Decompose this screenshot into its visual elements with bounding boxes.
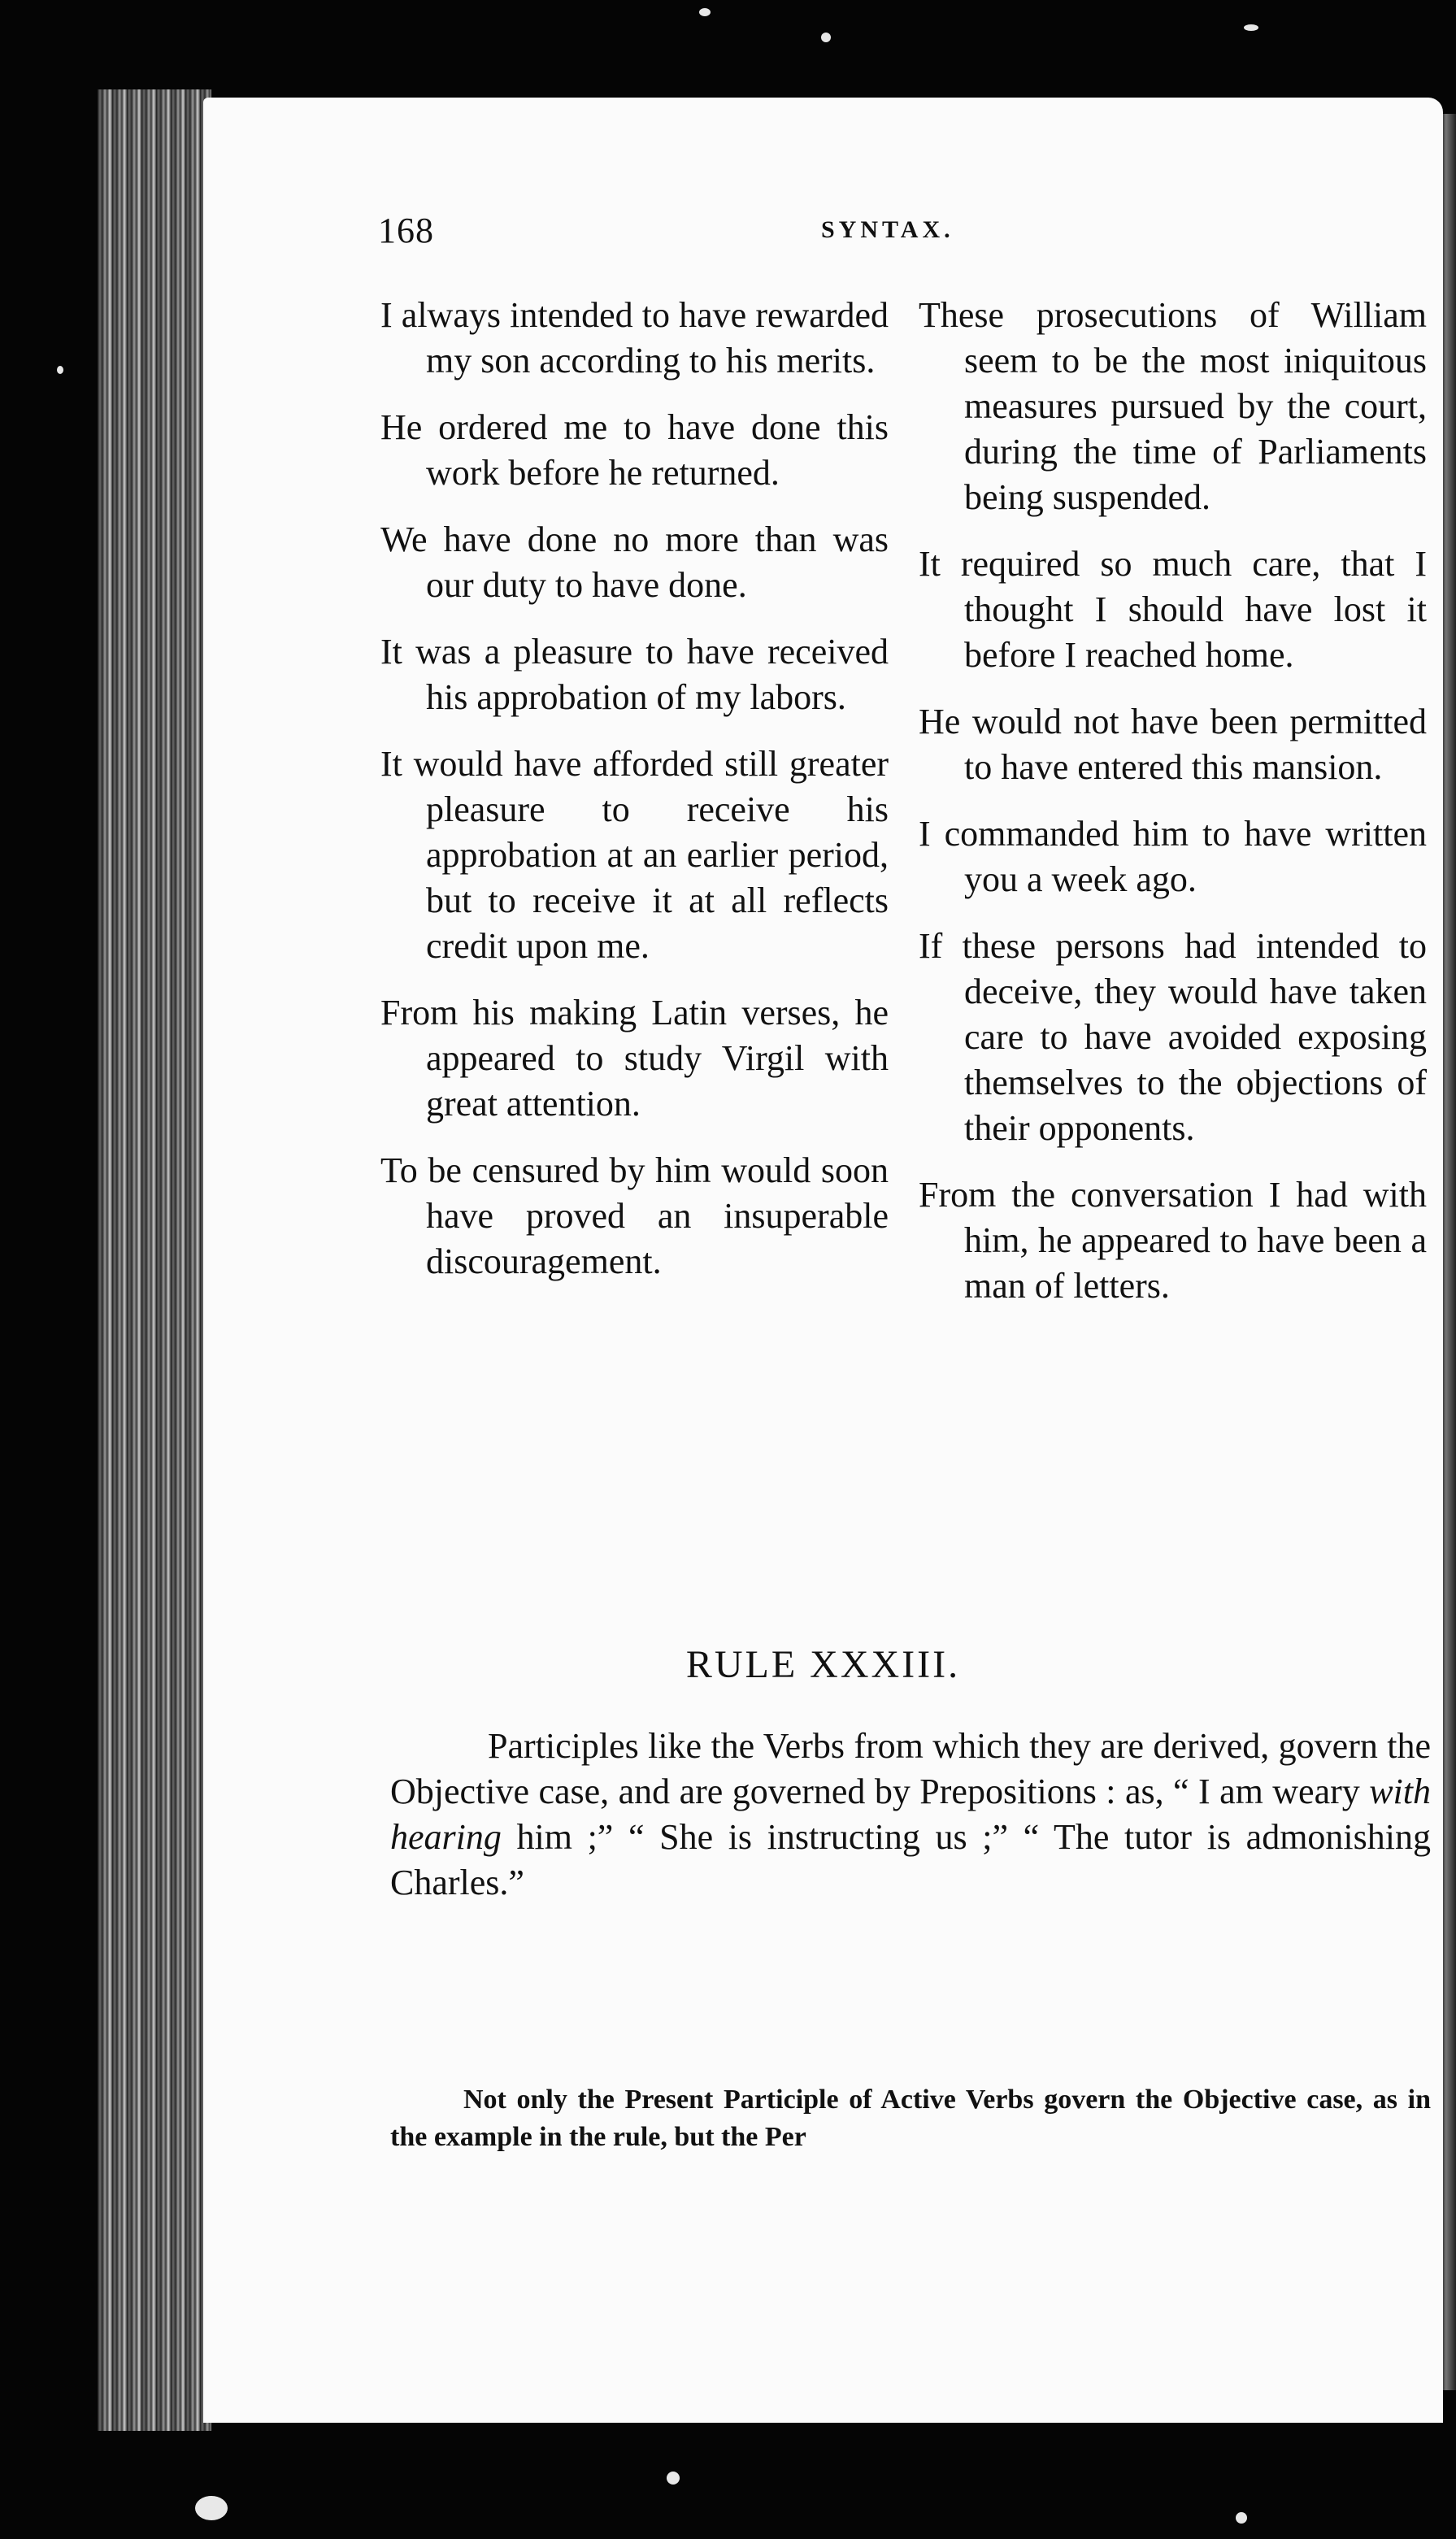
example-sentence: He ordered me to have done this work before he returned.	[380, 407, 889, 493]
example-sentence: I commanded him to have written you a week ago.	[919, 814, 1427, 899]
example-sentence: We have done no more than was our duty to have done.	[380, 520, 889, 605]
right-column	[919, 293, 1427, 1330]
page-header	[203, 210, 1443, 259]
rule-text-italic: with hearing	[390, 1772, 1431, 1857]
example-sentence: It was a pleasure to have received his approbation of my labors.	[380, 632, 889, 717]
background-speck	[57, 366, 63, 374]
example-sentence: To be censured by him would soon have proved an insuperable discouragement.	[380, 1150, 889, 1281]
rule-text	[390, 1724, 1431, 1906]
background-speck	[821, 33, 831, 42]
example-sentence: I always intended to have rewarded my son according to his merits.	[380, 295, 889, 380]
example-sentence: If these persons had intended to deceive, they would have taken care to have avoided exposing themselves to the objections of their opponents.	[919, 926, 1427, 1148]
rule-heading: RULE XXXIII.	[685, 1643, 961, 1686]
book-page-edges	[98, 89, 211, 2431]
background-speck	[667, 2472, 680, 2485]
example-sentence: It would have afforded still greater pleasure to receive his approbation at an earlier period, but to receive it at all reflects credit upon me.	[380, 744, 889, 966]
rule-text-part: him ;” “ She is instructing us ;” “ The tutor is admonishing Charles.”	[390, 1817, 1431, 1902]
background-speck	[699, 8, 711, 16]
page-number: 168	[378, 211, 434, 250]
example-sentence: These prosecutions of William seem to be the most iniquitous measures pursued by the court, during the time of Parliaments being suspended.	[919, 295, 1427, 517]
rule-text-part: Participles like the Verbs from which they are derived, govern the Objective case, and are governed by Prepositions : as, “ I am weary	[390, 1726, 1431, 1811]
example-sentence: From his making Latin verses, he appeared to study Virgil with great attention.	[380, 993, 889, 1124]
background-speck	[1244, 24, 1258, 31]
example-sentence: It required so much care, that I thought I should have lost it before I reached home.	[919, 544, 1427, 675]
background-speck	[1236, 2512, 1247, 2524]
example-sentence: He would not have been permitted to have entered this mansion.	[919, 702, 1427, 787]
background-speck	[195, 2496, 228, 2520]
running-head: SYNTAX.	[821, 216, 954, 243]
left-column	[380, 293, 889, 1306]
note-text: Not only the Present Participle of Active Verbs govern the Objective case, as in the example in the rule, but the Per	[390, 2085, 1431, 2152]
book-page	[203, 98, 1443, 2423]
example-sentence: From the conversation I had with him, he appeared to have been a man of letters.	[919, 1175, 1427, 1306]
